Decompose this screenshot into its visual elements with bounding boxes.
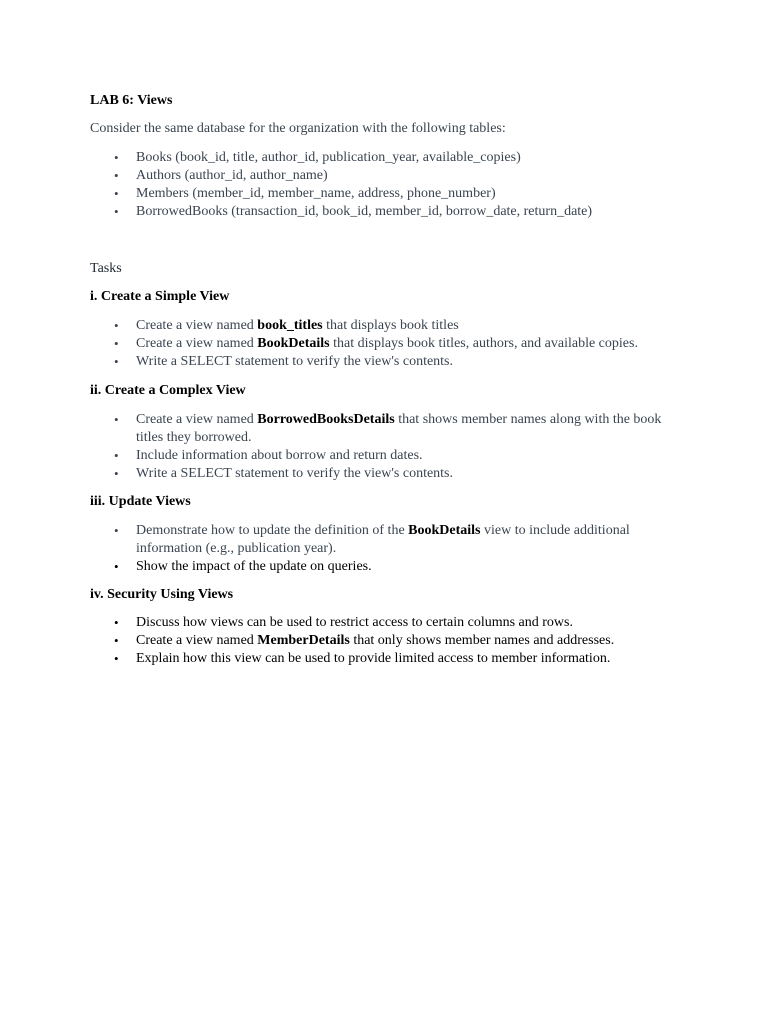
list-item: • Create a view named MemberDetails that only shows member names and addresses. <box>114 633 615 648</box>
bullet-icon: • <box>114 633 119 648</box>
list-item: • Explain how this view can be used to provide limited access to member information. <box>114 651 611 666</box>
bullet-icon: • <box>114 651 119 666</box>
bullet-icon: • <box>114 448 119 463</box>
list-item: • Create a view named book_titles that displays book titles <box>114 318 459 333</box>
list-item: • Write a SELECT statement to verify the view's contents. <box>114 354 454 369</box>
list-item: • Books (book_id, title, author_id, publication_year, available_copies) <box>114 150 521 165</box>
page-title: LAB 6: Views <box>90 93 173 108</box>
bullet-icon: • <box>114 523 119 538</box>
section-list-simple-view <box>90 317 690 371</box>
list-item: • BorrowedBooks (transaction_id, book_id, member_id, borrow_date, return_date) <box>114 204 593 219</box>
list-item: • Create a view named BookDetails that displays book titles, authors, and available copies. <box>114 336 638 351</box>
list-item: • Write a SELECT statement to verify the view's contents. <box>114 466 454 481</box>
tables-list <box>90 149 690 221</box>
list-item: • Create a view named BorrowedBooksDetails that shows member names along with the book titles they borrowed. <box>114 412 662 445</box>
list-item: • Authors (author_id, author_name) <box>114 168 328 183</box>
bullet-icon: • <box>114 318 119 333</box>
bullet-icon: • <box>114 186 119 201</box>
section-heading-complex-view: ii. Create a Complex View <box>90 383 246 398</box>
bullet-icon: • <box>114 615 119 630</box>
bullet-icon: • <box>114 412 119 427</box>
list-item: • Demonstrate how to update the definition of the BookDetails view to include additional information (e.g., publication year). <box>114 523 630 556</box>
section-list-update-views <box>90 522 690 576</box>
bullet-icon: • <box>114 336 119 351</box>
section-heading-simple-view: i. Create a Simple View <box>90 289 230 304</box>
bullet-icon: • <box>114 354 119 369</box>
bullet-icon: • <box>114 466 119 481</box>
list-item: • Show the impact of the update on queries. <box>114 559 372 574</box>
bullet-icon: • <box>114 168 119 183</box>
bullet-icon: • <box>114 150 119 165</box>
bullet-icon: • <box>114 204 119 219</box>
section-heading-security-views: iv. Security Using Views <box>90 587 234 602</box>
list-item: • Include information about borrow and return dates. <box>114 448 423 463</box>
section-heading-update-views: iii. Update Views <box>90 494 191 509</box>
bullet-icon: • <box>114 559 119 574</box>
section-list-complex-view <box>90 411 690 483</box>
intro-text: Consider the same database for the organization with the following tables: <box>90 121 506 136</box>
list-item: • Discuss how views can be used to restrict access to certain columns and rows. <box>114 615 573 630</box>
list-item: • Members (member_id, member_name, address, phone_number) <box>114 186 496 201</box>
section-list-security-views <box>90 614 690 668</box>
tasks-label: Tasks <box>90 261 122 276</box>
